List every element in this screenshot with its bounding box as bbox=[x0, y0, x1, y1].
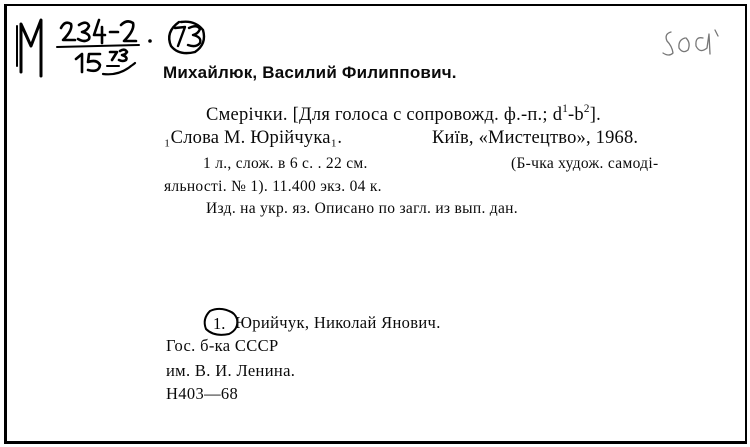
title-line bbox=[206, 105, 601, 126]
card-number: Н403—68 bbox=[166, 384, 239, 403]
catalog-card bbox=[4, 4, 747, 444]
added-entry-name: Юрийчук, Николай Янович. bbox=[235, 313, 441, 332]
library-line-2: им. В. И. Ленина. bbox=[166, 361, 296, 380]
handwritten-collection-mark bbox=[17, 20, 41, 76]
language-note: Изд. на укр. яз. Описано по загл. из вып. дан. bbox=[206, 200, 518, 217]
range-end-sup: 2 bbox=[583, 103, 590, 116]
pencil-marks bbox=[663, 30, 718, 55]
responsibility-imprint-line bbox=[164, 128, 639, 149]
collation-line bbox=[203, 155, 659, 173]
range-mid: -b bbox=[568, 105, 584, 125]
series-start: (Б-чка худож. самоді- bbox=[511, 155, 659, 172]
range-start-sup: 1 bbox=[562, 103, 568, 116]
added-entry-number: 1. bbox=[213, 314, 226, 333]
imprint: Київ, «Мистецтво», 1968. bbox=[432, 128, 639, 148]
library-line-1: Гос. б-ка СССР bbox=[166, 336, 279, 355]
words-by: ₁Слова М. Юрійчука₁. bbox=[164, 128, 343, 148]
author-heading: Михайлюк, Василий Филиппович. bbox=[163, 63, 457, 82]
handwritten-shelf-sub bbox=[76, 50, 135, 75]
handwritten-added-entry-circle bbox=[205, 309, 238, 335]
added-entry bbox=[235, 313, 441, 333]
series-end: яльності. № 1). 11.400 экз. 04 к. bbox=[164, 178, 382, 195]
range-end: ]. bbox=[589, 105, 602, 125]
handwritten-circled-number bbox=[169, 22, 204, 53]
title-text: Смерічки. [Для голоса с сопровожд. ф.-п.; d bbox=[206, 105, 563, 125]
collation: 1 л., слож. в 6 с. . 22 см. bbox=[203, 155, 368, 172]
handwritten-shelf-number bbox=[57, 20, 139, 47]
